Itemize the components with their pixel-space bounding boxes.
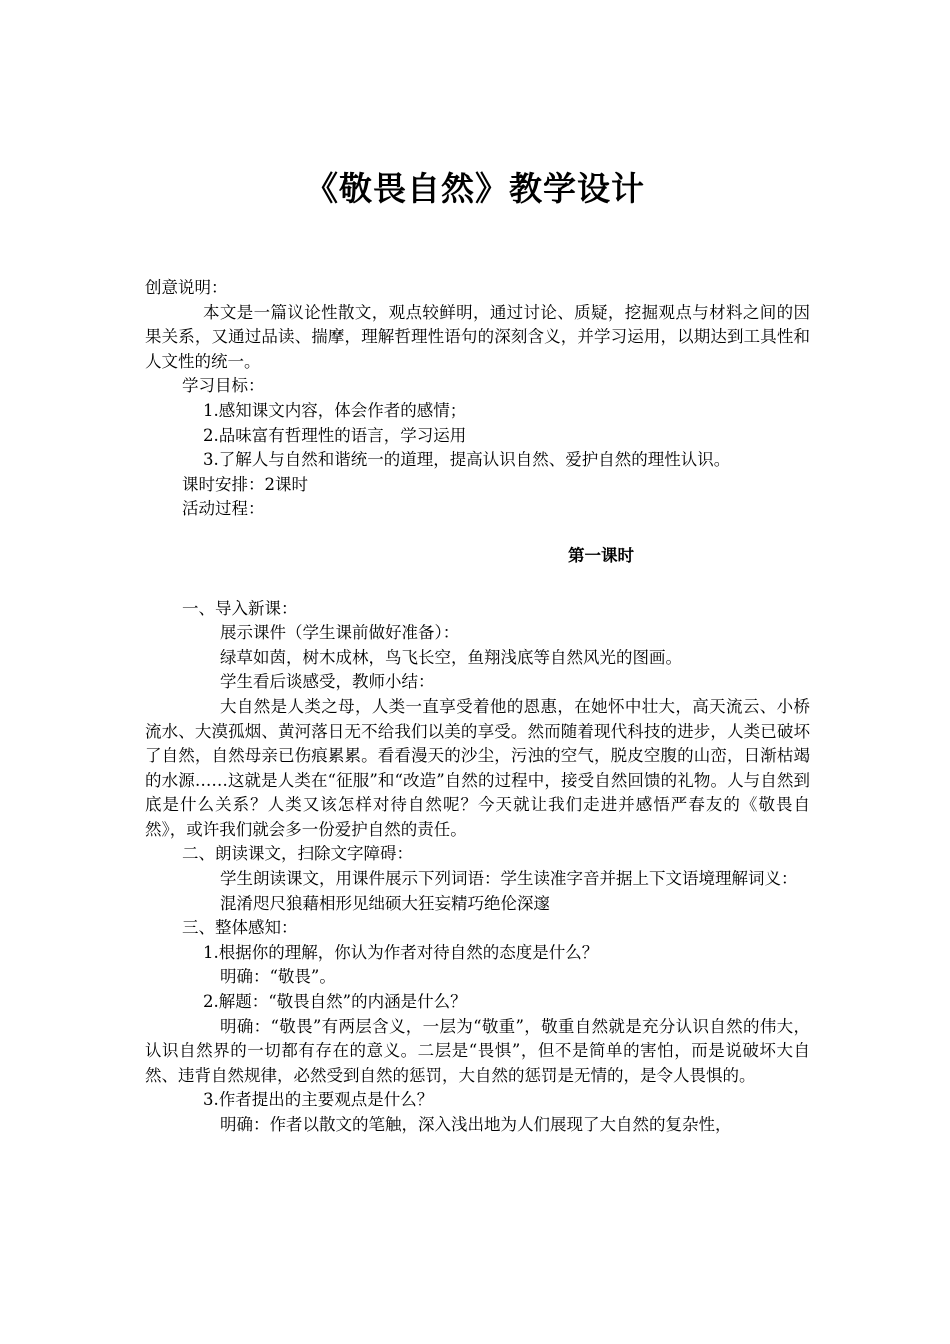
section2-text: 学生朗读课文，用课件展示下列词语：学生读准字音并据上下文语境理解词义： (220, 869, 798, 889)
goal-item: 1.感知课文内容，体会作者的感情； (203, 400, 467, 420)
goal-item: 2.品味富有哲理性的语言，学习运用 (203, 425, 467, 445)
creative-note-label: 创意说明： (145, 278, 228, 297)
section1-heading: 一、导入新课： (182, 598, 298, 618)
question-3: 3.作者提出的主要观点是什么？ (203, 1090, 434, 1110)
document-body (145, 276, 810, 1138)
answer-3: 明确：作者以散文的笔触，深入浅出地为人们展现了大自然的复杂性， (220, 1115, 732, 1134)
section1-line: 展示课件（学生课前做好准备）： (220, 623, 460, 643)
question-2: 2.解题：“敬畏自然”的内涵是什么？ (203, 992, 467, 1012)
section1-line: 学生看后谈感受，教师小结： (220, 672, 435, 692)
lesson-heading: 第一课时 (568, 545, 634, 565)
section3-heading: 三、整体感知： (182, 918, 298, 938)
process-label: 活动过程： (182, 499, 265, 519)
answer-1: 明确：“敬畏”。 (220, 967, 336, 987)
question-1: 1.根据你的理解，你认为作者对待自然的态度是什么？ (203, 942, 599, 962)
answer-2: 明确：“敬畏”有两层含义，一层为“敬重”，敬重自然就是充分认识自然的伟大，认识自然界的一切都有存在的意义。二层是“畏惧”，但不是简单的害怕，而是说破坏大自然、违背自然规律，必然受到自然的惩罚，大自然的惩罚是无情的，是令人畏惧的。 (145, 1016, 810, 1085)
goals-label: 学习目标： (182, 376, 265, 396)
section2-words: 混淆咫尺狼藉相形见绌硕大狂妄精巧绝伦深邃 (220, 893, 550, 913)
creative-note-text: 本文是一篇议论性散文，观点较鲜明，通过讨论、质疑，挖掘观点与材料之间的因果关系，又通过品读、揣摩，理解哲理性语句的深刻含义，并学习运用，以期达到工具性和人文性的统一。 (145, 302, 810, 371)
section1-summary: 大自然是人类之母，人类一直享受着他的恩惠，在她怀中壮大，高天流云、小桥流水、大漠孤烟、黄河落日无不给我们以美的享受。然而随着现代科技的进步，人类已破坏了自然，自然母亲已伤痕累累。看看漫天的沙尘，污浊的空气，脱皮空腹的山峦，日渐枯竭的水源……这就是人类在“征服”和“改造”自然的过程中，接受自然回馈的礼物。人与自然到底是什么关系？人类又该怎样对待自然呢？今天就让我们走进并感悟严春友的《敬畏自然》，或许我们就会多一份爱护自然的责任。 (145, 696, 810, 839)
section1-line: 绿草如茵，树木成林，鸟飞长空，鱼翔浅底等自然风光的图画。 (220, 647, 682, 667)
schedule: 课时安排：2课时 (182, 474, 308, 494)
section2-heading: 二、朗读课文，扫除文字障碍： (182, 844, 413, 864)
goal-item: 3.了解人与自然和谐统一的道理，提高认识自然、爱护自然的理性认识。 (203, 450, 731, 470)
document-title: 《敬畏自然》教学设计 (305, 169, 645, 208)
